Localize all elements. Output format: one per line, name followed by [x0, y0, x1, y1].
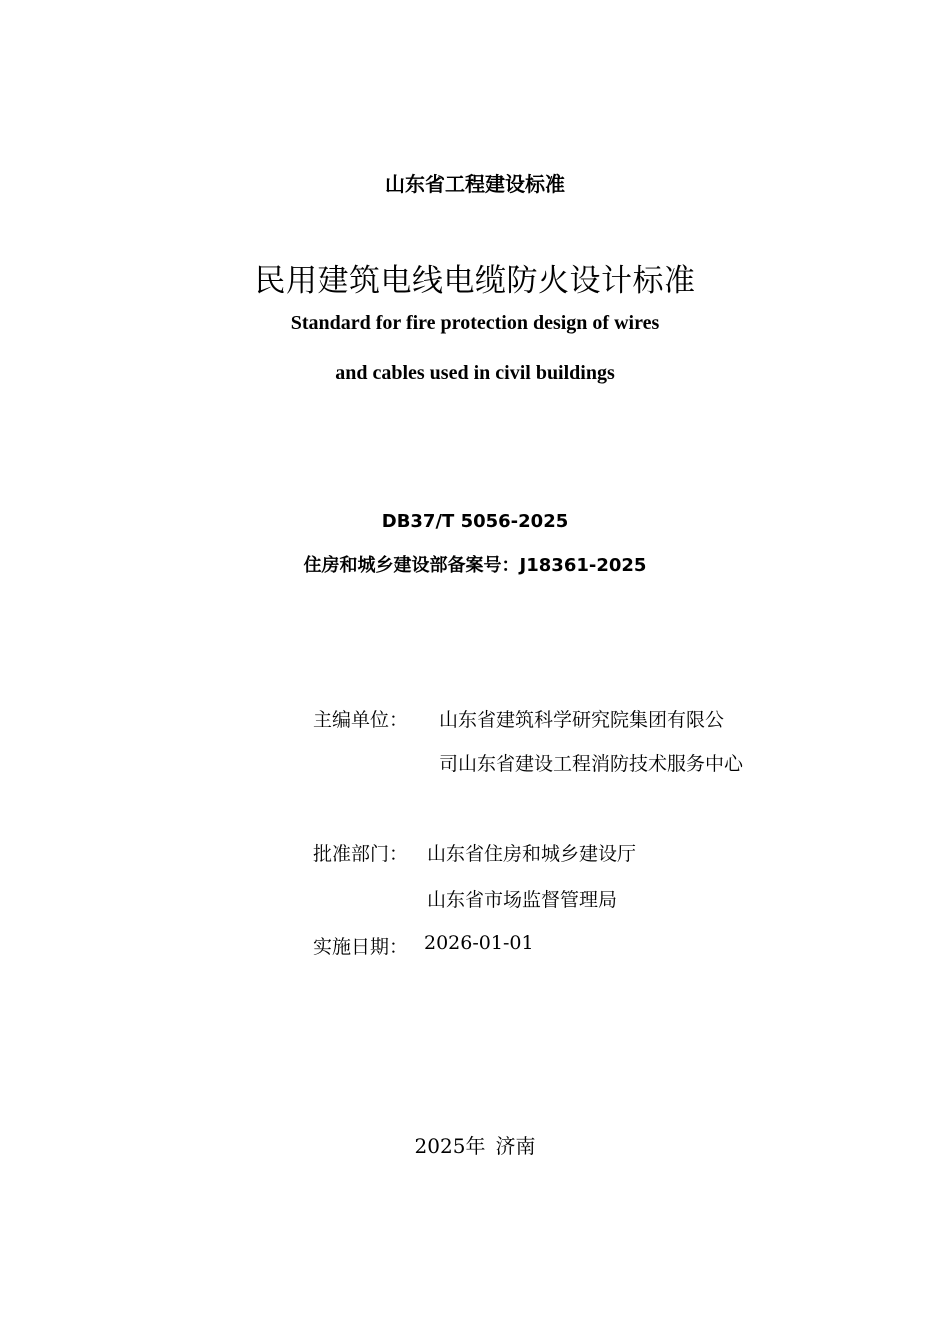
approval-label: 批准部门：	[313, 843, 409, 865]
approval-line2: 山东省市场监督管理局	[427, 889, 618, 911]
publication-city: 济南	[495, 1134, 536, 1158]
standard-number: DB37/T 5056-2025	[381, 511, 569, 532]
publication-footer	[0, 1130, 950, 1159]
editor-line1: 山东省建筑科学研究院集团有限公	[439, 709, 725, 731]
publication-year: 2025年	[414, 1134, 486, 1158]
record-number: 住房和城乡建设部备案号：J18361-2025	[303, 555, 647, 576]
document-title-english-line1: Standard for fire protection design of wires	[290, 312, 660, 334]
editor-label: 主编单位：	[313, 709, 409, 731]
document-title-chinese: 民用建筑电线电缆防火设计标准	[254, 263, 696, 299]
implementation-label: 实施日期：	[313, 936, 409, 958]
editor-line2: 司山东省建设工程消防技术服务中心	[439, 753, 744, 775]
document-title-english-line2: and cables used in civil buildings	[335, 362, 615, 384]
implementation-date: 2026-01-01	[424, 932, 534, 954]
standard-series-heading: 山东省工程建设标准	[385, 172, 565, 196]
approval-line1: 山东省住房和城乡建设厅	[427, 843, 637, 865]
